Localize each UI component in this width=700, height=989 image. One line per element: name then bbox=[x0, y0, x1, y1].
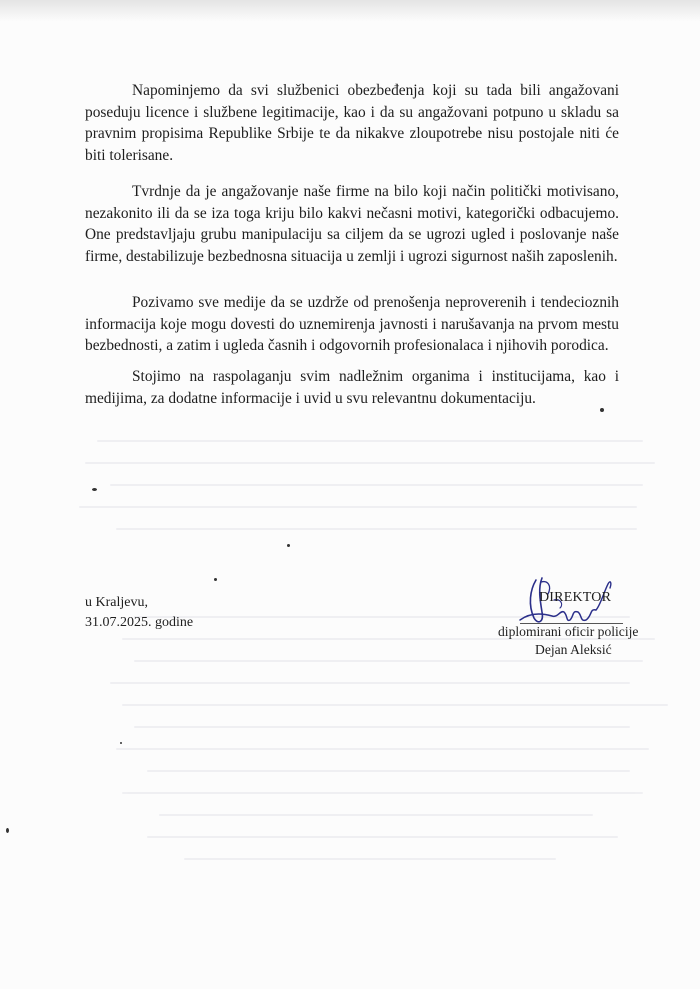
paragraph-claims-rejected: Tvrdnje da je angažovanje naše firme na bilo koji način politički motivisano, nezakonito ili da se iza toga kriju bilo kakvi nečasni motivi, kategorički odbacujemo. One predstavljaju grubu manipulaciju sa ciljem da se ugrozi ugled i poslovanje naše firme, destabilizuje bezbednosna situacija u zemlji i ugrozi sigurnost naših zaposlenih. bbox=[85, 183, 619, 265]
scan-speck bbox=[92, 488, 97, 491]
scan-edge-shadow bbox=[0, 0, 700, 22]
scan-speck bbox=[6, 828, 9, 833]
scan-speck bbox=[287, 544, 290, 547]
scan-speck bbox=[214, 578, 217, 581]
signatory-name: Dejan Aleksić bbox=[535, 642, 612, 657]
paragraph-security-staff-licences: Napominjemo da svi službenici obezbeđenja koji su tada bili angažovani poseduju licence i službene legitimacije, kao i da su angažovani potpuno u skladu sa pravnim propisima Republike Srbije te da nikakve zloupotrebe nisu postojale niti će biti tolerisane. bbox=[85, 82, 619, 164]
date: 31.07.2025. godine bbox=[85, 615, 194, 630]
place: u Kraljevu, bbox=[85, 595, 148, 610]
place-and-date bbox=[85, 593, 193, 633]
scan-speck bbox=[120, 742, 122, 744]
scan-bleed-through bbox=[60, 440, 680, 900]
signatory-title: DIREKTOR bbox=[539, 590, 612, 605]
signature-block bbox=[480, 586, 660, 666]
paragraph-media-appeal: Pozivamo sve medije da se uzdrže od prenošenja neproverenih i tendecioznih informacija koje mogu dovesti do uznemirenja javnosti i narušavanja na prvom mestu bezbednosti, a zatim i ugleda časnih i odgovornih profesionalaca i njihovih porodica. bbox=[85, 294, 619, 354]
signatory-role: diplomirani oficir policije bbox=[498, 624, 639, 639]
paragraph-availability: Stojimo na raspolaganju svim nadležnim organima i institucijama, kao i medijima, za dodatne informacije i uvid u svu relevantnu dokumentaciju. bbox=[85, 368, 619, 407]
